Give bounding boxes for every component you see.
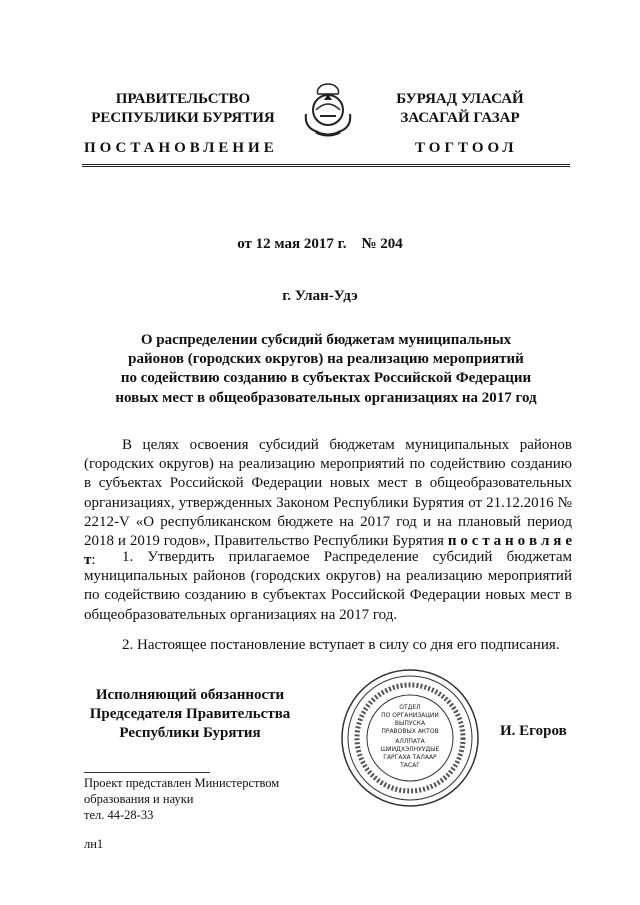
signatory-name: И. Егоров: [500, 723, 567, 739]
p2-text: 1. Утвердить прилагаемое Распределение субсидий бюджетам муниципальных районов (городских округов) на реализацию мероприятий по содействию созданию в субъектах Российской Федерации новых мест в общеобразовательных организациях на 2017 год.: [84, 549, 572, 623]
footer-line-3: тел. 44-28-33: [84, 808, 154, 822]
header-right-line-1: БУРЯАД УЛАСАЙ: [396, 91, 524, 107]
header-left: [88, 90, 278, 128]
body-paragraph-2: [84, 548, 572, 625]
position-line-2: Председателя Правительства: [89, 706, 291, 722]
header-divider: [82, 164, 570, 167]
p1-text: В целях освоения субсидий бюджетам муниципальных районов (городских округов) на реализацию мероприятий по содействию созданию в субъектах Российской Федерации новых мест в общеобразовательных организациях, утвержденных Законом Республики Бурятия от 21.12.2016 № 2212-V «О республиканском бюджете на 2017 год и на плановый период 2018 и 2019 годов», Правительство Республики Бурятия: [84, 437, 572, 550]
seal-line-1: ОТДЕЛ: [399, 704, 421, 711]
header-left-line-1: ПРАВИТЕЛЬСТВО: [115, 91, 251, 107]
position-line-3: Республики Бурятия: [119, 725, 261, 741]
p1-emphasis: п о с т а н о в л я е т: [84, 533, 572, 569]
title-line-4: новых мест в общеобразовательных организациях на 2017 год: [115, 389, 537, 406]
footer-divider: [84, 772, 210, 773]
document-title: [100, 331, 552, 408]
seal-line-3: ВЫПУСКА: [394, 720, 426, 727]
doctype-right: ТОГТООЛ: [415, 140, 518, 156]
body-paragraph-3: [84, 636, 572, 655]
date-number: [0, 236, 640, 253]
header-right-line-2: ЗАСАГАЙ ГАЗАР: [400, 110, 520, 126]
date-number-text: от 12 мая 2017 г. № 204: [237, 236, 403, 252]
footer-note: [84, 775, 279, 823]
header-left-line-2: РЕСПУБЛИКИ БУРЯТИЯ: [91, 110, 275, 126]
title-line-3: по содействию созданию в субъектах Российской Федерации: [120, 370, 532, 387]
doctype-left: ПОСТАНОВЛЕНИЕ: [84, 140, 278, 156]
official-seal-icon: [336, 667, 484, 809]
signatory-position: [84, 686, 296, 743]
footer-line-1: Проект представлен Министерством: [84, 776, 280, 790]
footer-line-2: образования и науки: [84, 792, 194, 806]
seal-line-4: ПРАВОВЫХ АКТОВ: [381, 728, 439, 735]
p1-end: :: [91, 552, 96, 569]
seal-line-5: АЛЛПАТА: [395, 738, 425, 745]
position-line-1: Исполняющий обязанности: [95, 687, 285, 703]
seal-line-6: ШИИДХЭЛНУУДЫЕ: [380, 746, 440, 753]
seal-line-8: ТАСАГ: [400, 762, 420, 769]
city: г. Улан-Удэ: [282, 288, 358, 304]
seal-line-7: ГАРГАХА ТАЛААР: [383, 754, 437, 761]
coat-of-arms-icon: [298, 80, 358, 142]
p3-text: 2. Настоящее постановление вступает в силу со дня его подписания.: [122, 637, 560, 653]
title-line-2: районов (городских округов) на реализацию мероприятий: [128, 351, 524, 368]
header-right: [380, 90, 540, 128]
footer-initials: лн1: [84, 837, 104, 851]
seal-line-2: ПО ОРГАНИЗАЦИИ: [381, 712, 439, 719]
title-line-1: О распределении субсидий бюджетам муниципальных: [140, 332, 512, 348]
